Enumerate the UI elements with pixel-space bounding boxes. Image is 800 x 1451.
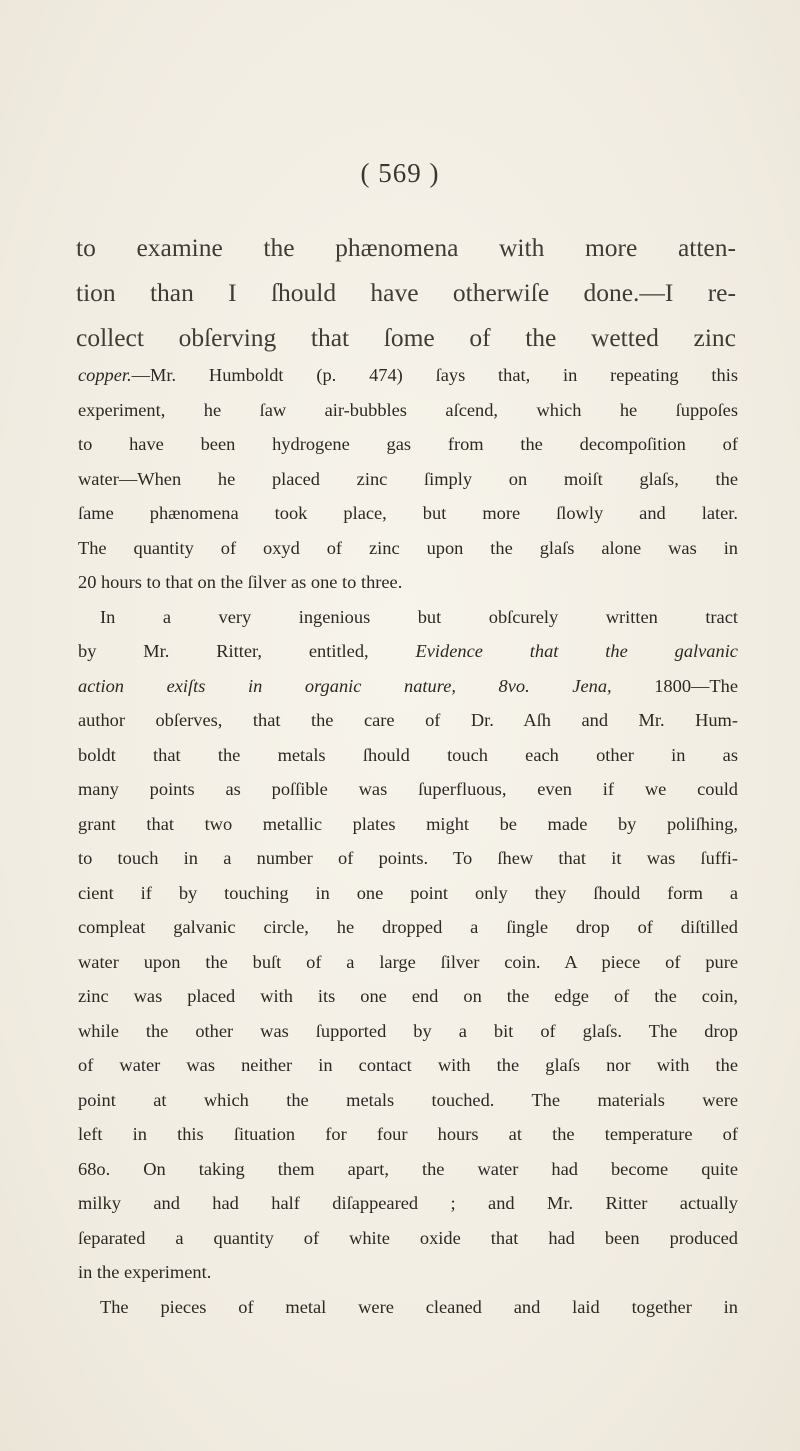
footnote-line: milky and had half diſappeared ; and Mr. Ritter actually <box>78 1193 738 1213</box>
footnote-line: 68o. On taking them apart, the water had become quite <box>78 1158 738 1179</box>
footnote-line: left in this ſituation for four hours at the temperature of <box>78 1124 738 1144</box>
footnote-block <box>78 358 738 1324</box>
main-text-line: tion than I ſhould have otherwiſe done.—I re- <box>76 278 736 307</box>
footnote-line: water—When he placed zinc ſimply on moiſt glaſs, the <box>78 468 738 489</box>
main-text-line: to examine the phænomena with more atten- <box>76 233 736 262</box>
footnote-line <box>78 634 738 669</box>
footnote-line: 20 hours to that on the ſilver as one to three. <box>78 572 403 592</box>
footnote-line: to touch in a number of points. To ſhew that it was ſuffi- <box>78 848 738 868</box>
footnote-line: cient if by touching in one point only they ſhould form a <box>78 882 738 903</box>
footnote-italic-text: action exiſts in organic nature, 8vo. Jena, <box>78 675 612 696</box>
footnote-line: In a very ingenious but obſcurely written tract <box>100 606 738 627</box>
page-number: ( 569 ) <box>360 158 440 188</box>
footnote-line <box>78 358 738 393</box>
footnote-text: by Mr. Ritter, entitled, <box>78 641 369 661</box>
main-text-block <box>76 225 736 360</box>
footnote-line: grant that two metallic plates might be made by poliſhing, <box>78 813 738 834</box>
footnote-line: many points as poſſible was ſuperfluous, even if we could <box>78 779 738 799</box>
footnote-line: zinc was placed with its one end on the edge of the coin, <box>78 986 738 1006</box>
footnote-line: boldt that the metals ſhould touch each other in as <box>78 744 738 765</box>
footnote-italic-text: copper. <box>78 365 132 385</box>
footnote-line: experiment, he ſaw air-bubbles aſcend, which he ſuppoſes <box>78 399 738 420</box>
footnote-line: water upon the buſt of a large ſilver coin. A piece of pure <box>78 951 738 972</box>
footnote-italic-text: Evidence that the galvanic <box>415 641 738 661</box>
footnote-text: —Mr. Humboldt (p. 474) ſays that, in repeating this <box>131 365 738 385</box>
footnote-line: author obſerves, that the care of Dr. Aſh and Mr. Hum- <box>78 710 738 730</box>
footnote-line: compleat galvanic circle, he dropped a ſingle drop of diſtilled <box>78 917 738 937</box>
footnote-line: ſame phænomena took place, but more ſlowly and later. <box>78 503 738 523</box>
footnote-line: The pieces of metal were cleaned and laid together in <box>100 1296 738 1317</box>
footnote-line: of water was neither in contact with the glaſs nor with the <box>78 1055 738 1075</box>
footnote-line: in the experiment. <box>78 1262 212 1282</box>
footnote-text: 1800—The <box>654 675 738 696</box>
footnote-line: while the other was ſupported by a bit of glaſs. The drop <box>78 1020 738 1041</box>
footnote-line: to have been hydrogene gas from the decompoſition of <box>78 434 738 454</box>
footnote-line: point at which the metals touched. The materials were <box>78 1089 738 1110</box>
footnote-line: The quantity of oxyd of zinc upon the glaſs alone was in <box>78 537 738 558</box>
footnote-line <box>78 669 738 704</box>
main-text-line: collect obſerving that ſome of the wetted zinc <box>76 323 736 352</box>
footnote-line: ſeparated a quantity of white oxide that had been produced <box>78 1227 738 1248</box>
